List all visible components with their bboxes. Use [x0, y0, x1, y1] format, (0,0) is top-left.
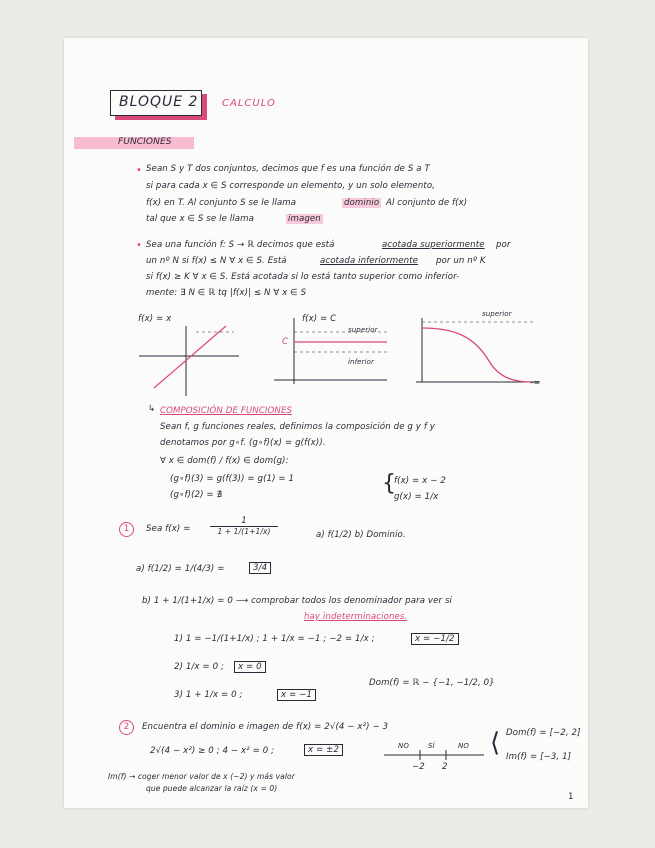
exercise1-step3: 3) 1 + 1/x = 0 ;	[174, 690, 243, 700]
composition-f: f(x) = x − 2	[394, 476, 446, 486]
composition-title: COMPOSICIÓN DE FUNCIONES	[160, 406, 293, 416]
exercise2-note1: Im(f) → coger menor valor de x (−2) y más valor	[108, 772, 295, 781]
exercise1-number: 1	[119, 522, 134, 537]
graph2-c: C	[282, 337, 289, 347]
def2-line3: si f(x) ≥ K ∀ x ∈ S. Está acotada si lo está tanto superior como inferior-	[146, 272, 460, 282]
exercise1-parts: a) f(1/2) b) Dominio.	[316, 530, 406, 540]
graph3-inf: -∞	[530, 378, 541, 388]
exercise1-domain: Dom(f) = ℝ − {−1, −1/2, 0}	[369, 678, 495, 688]
exercise1-step3-result: x = −1	[277, 689, 316, 701]
def2-por-k: por un nº K	[436, 256, 486, 266]
exercise2-note2: que puede alcanzar la raíz (x = 0)	[146, 784, 278, 793]
bullet-1: •	[136, 165, 142, 176]
sign-tick-neg2: −2	[412, 762, 425, 772]
bullet-2: •	[136, 240, 142, 251]
def2-line2: un nº N si f(x) ≤ N ∀ x ∈ S. Está	[146, 256, 287, 266]
graph2-label: f(x) = C	[302, 314, 337, 324]
graph1-label: f(x) = x	[138, 314, 172, 324]
def1-line2: si para cada x ∈ S corresponde un elemento, y un solo elemento,	[146, 181, 436, 191]
block-title	[110, 90, 202, 116]
composition-ex2: (g∘f)(2) = ∄	[170, 490, 223, 500]
exercise2-statement: Encuentra el dominio e imagen de f(x) = 2√(4 − x²) − 3	[142, 722, 389, 732]
graph1-identity	[134, 318, 244, 398]
def2-por: por	[496, 240, 511, 250]
sign-no-right: NO	[458, 742, 469, 750]
notebook-page	[64, 38, 588, 808]
def1-line3: f(x) en T. Al conjunto S se le llama	[146, 198, 297, 208]
def2-acotada-inf: acotada inferiormente	[320, 256, 419, 266]
section-title: FUNCIONES	[118, 137, 172, 147]
def1-line3b: Al conjunto de f(x)	[386, 198, 468, 208]
def2-acotada-sup: acotada superiormente	[382, 240, 485, 250]
block-label: BLOQUE 2	[119, 94, 199, 110]
exercise1-step2: 2) 1/x = 0 ;	[174, 662, 224, 672]
exercise1-statement: Sea f(x) =	[146, 524, 191, 534]
exercise2-number: 2	[119, 720, 134, 735]
graph2-sup: superior	[348, 326, 378, 334]
exercise1-a: a) f(1/2) = 1/(4/3) =	[136, 564, 225, 574]
brace-icon: {	[382, 471, 397, 496]
exercise1-step1-result: x = −1/2	[411, 633, 459, 645]
def2-line1: Sea una función f: S → ℝ decimos que está	[146, 240, 335, 250]
sign-tick-2: 2	[442, 762, 448, 772]
def1-line1: Sean S y T dos conjuntos, decimos que f es una función de S a T	[146, 164, 430, 174]
exercise1-b2: hay indeterminaciones.	[304, 612, 408, 622]
composition-line3: ∀ x ∈ dom(f) / f(x) ∈ dom(g):	[160, 456, 289, 466]
def2-line4: mente: ∃ N ∈ ℝ tq |f(x)| ≤ N ∀ x ∈ S	[146, 288, 307, 298]
def1-dominio: dominio	[344, 198, 380, 208]
sign-no-left: NO	[398, 742, 409, 750]
graph3-decreasing	[414, 316, 544, 386]
exercise1-b: b) 1 + 1/(1+1/x) = 0 ⟶ comprobar todos los denominador para ver si	[142, 596, 453, 606]
exercise2-work: 2√(4 − x²) ≥ 0 ; 4 − x² = 0 ;	[150, 746, 275, 756]
sign-si: SÍ	[428, 742, 435, 750]
def1-imagen: imagen	[288, 214, 321, 224]
brace2-icon: ⟨	[490, 728, 501, 758]
exercise1-fraction	[210, 516, 278, 536]
arrow-icon: ↳	[148, 404, 156, 414]
graph3-label: superior	[482, 310, 512, 318]
composition-g: g(x) = 1/x	[394, 492, 439, 502]
exercise1-step1: 1) 1 = −1/(1+1/x) ; 1 + 1/x = −1 ; −2 = 1/x ;	[174, 634, 375, 644]
sign-number-line	[384, 750, 484, 760]
subject-label: CALCULO	[222, 98, 276, 109]
exercise1-a-result: 3/4	[249, 562, 271, 574]
fraction-denominator: 1 + 1/(1+1/x)	[217, 527, 271, 536]
composition-ex1: (g∘f)(3) = g(f(3)) = g(1) = 1	[170, 474, 295, 484]
exercise1-step2-result: x = 0	[234, 661, 266, 673]
fraction-numerator: 1	[210, 516, 278, 527]
def1-line4: tal que x ∈ S se le llama	[146, 214, 254, 224]
graph2-inf: inferior	[348, 358, 374, 366]
exercise2-image: Im(f) = [−3, 1]	[506, 752, 572, 762]
exercise2-work-result: x = ±2	[304, 744, 343, 756]
composition-line1: Sean f, g funciones reales, definimos la composición de g y f y	[160, 422, 435, 432]
page-number: 1	[568, 792, 574, 802]
composition-line2: denotamos por g∘f. (g∘f)(x) = g(f(x)).	[160, 438, 326, 448]
exercise2-domain: Dom(f) = [−2, 2]	[506, 728, 581, 738]
